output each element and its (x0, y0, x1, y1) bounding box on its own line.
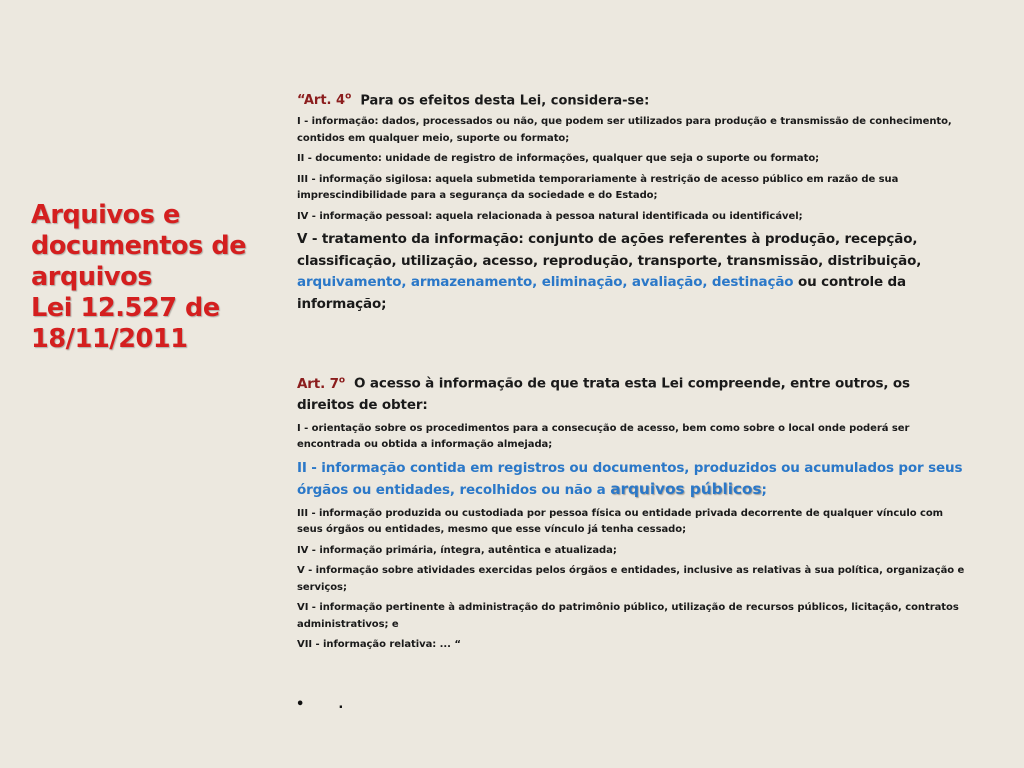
slide-title-line: arquivos (31, 262, 153, 292)
art4-item-iv: IV - informação pessoal: aquela relacionada à pessoa natural identificada ou identificável; (297, 210, 803, 222)
art4-label: “Art. 4$^o$ (297, 92, 352, 109)
law-text-body (297, 88, 969, 654)
art7-item-i: I - orientação sobre os procedimentos para a consecução de acesso, bem como sobre o local onde poderá ser encontrada ou obtida a informação almejada; (297, 422, 910, 451)
art4-item-iii: III - informação sigilosa: aquela submetida temporariamente à restrição de acesso público em razão de sua imprescindibilidade para a segurança da sociedade e do Estado; (297, 173, 899, 202)
art7-item-ii (297, 458, 969, 502)
art4-heading (297, 88, 969, 110)
bullet-item (296, 697, 377, 712)
art7-intro: O acesso à informação de que trata esta Lei compreende, entre outros, os direitos de obter: (297, 375, 910, 414)
bullet-text: . (338, 697, 344, 712)
art7-item-vi: VI - informação pertinente à administração do patrimônio público, utilização de recursos públicos, licitação, contratos administrativos; e (297, 602, 959, 630)
slide-title-line: Arquivos e (31, 200, 180, 230)
art4-item-i: I - informação: dados, processados ou não, que podem ser utilizados para produção e transmissão de conhecimento, contidos em qualquer meio, suporte ou formato; (297, 116, 952, 144)
art7-item-ii-end: ; (761, 482, 767, 499)
art4-intro: Para os efeitos desta Lei, considera-se: (360, 93, 650, 109)
slide-title-line: documentos de (31, 231, 247, 261)
art7-item-iii: III - informação produzida ou custodiada por pessoa física ou entidade privada decorrente de qualquer vínculo com seus órgãos ou entidades, mesmo que esse vínculo já tenha cessado; (297, 507, 944, 536)
art7-heading (297, 370, 969, 417)
slide-title-line: 18/11/2011 (31, 324, 188, 354)
slide-title (31, 200, 271, 355)
art4-item-v (297, 229, 969, 315)
art4-item-ii: II - documento: unidade de registro de informações, qualquer que seja o suporte ou formato; (297, 153, 820, 165)
art7-item-vii: VII - informação relativa: ... “ (297, 639, 461, 651)
art7-item-iv: IV - informação primária, íntegra, autêntica e atualizada; (297, 544, 617, 556)
art7-label: Art. 7$^o$ (297, 375, 345, 392)
art7-item-ii-text: II - informação contida em registros ou documentos, produzidos ou acumulados por seus órgãos ou entidades, recolhidos ou não a (297, 459, 963, 499)
art4-item-v-highlight: arquivamento, armazenamento, eliminação, avaliação, destinação (297, 274, 794, 291)
bullet-icon: • (296, 697, 305, 712)
art4-item-v-end: ou controle da informação; (297, 274, 907, 312)
art4-item-v-text: V - tratamento da informação: conjunto de ações referentes à produção, recepção, classificação, utilização, acesso, reprodução, transporte, transmissão, distribuição, (297, 231, 922, 269)
art7-item-v: V - informação sobre atividades exercidas pelos órgãos e entidades, inclusive as relativas à sua política, organização e serviços; (297, 565, 965, 593)
art7-item-ii-highlight: arquivos públicos (610, 480, 762, 499)
slide-title-line: Lei 12.527 de (31, 293, 220, 323)
